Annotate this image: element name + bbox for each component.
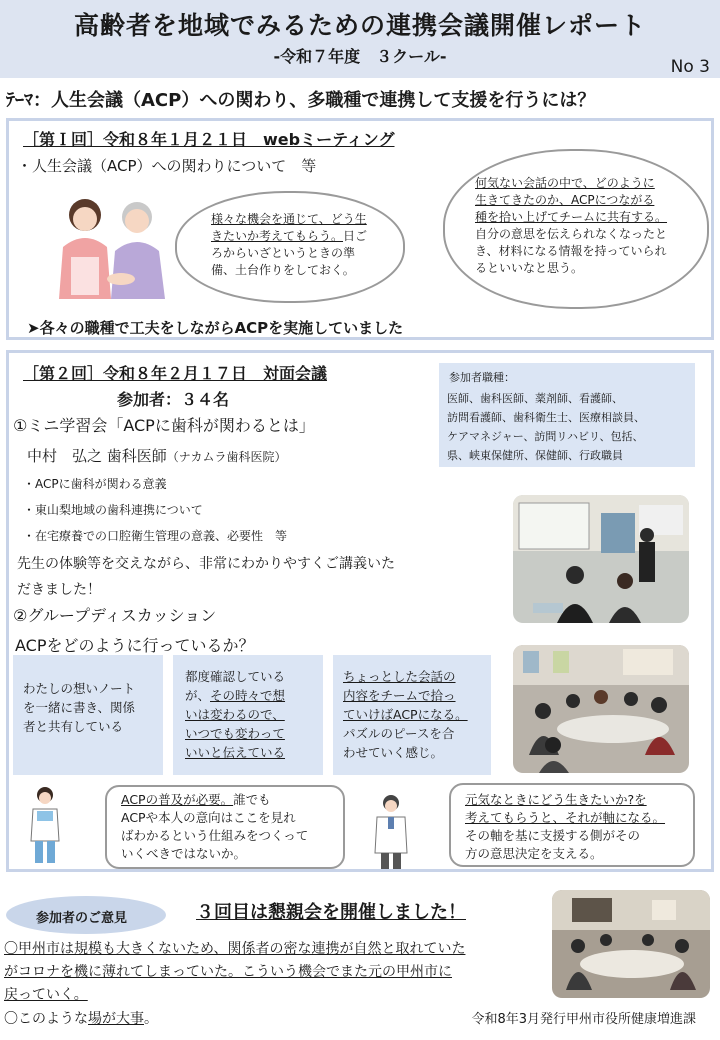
theme-label: ﾃｰﾏ： — [6, 90, 51, 111]
lecture-photo — [513, 495, 689, 623]
third-meeting-note: ３回目は懇親会を開催しました！ — [196, 902, 466, 923]
meeting1-panel — [6, 118, 714, 340]
report-title: 高齢者を地域でみるための連携会議開催レポート — [73, 11, 646, 40]
discussion-question: ACPをどのように行っているか？ — [15, 636, 255, 655]
nurse-figure-icon — [25, 785, 65, 867]
cloud-comment-left: 様々な機会を通じて、どう生 きたいか考えてもらう。日ご ろからいざというときの準 備、土台作りをしておく。 — [175, 191, 405, 303]
meeting2-heading: ［第２回］令和８年２月１７日 対面会議 — [23, 364, 328, 383]
participants-count: 参加者：３４名 — [117, 390, 230, 409]
theme-line — [6, 86, 595, 112]
speech-bubble-right: 元気なときにどう生きたいか?を 考えてもらうと、それが軸になる。 その軸を基に支援する側がその 方の意思決定を支える。 — [449, 783, 695, 867]
discussion-box-2: 都度確認している が、その時々で想 いは変わるので、 いつでも変わって いいと伝えている — [173, 655, 323, 775]
meeting1-topic: ・人生会議（ACP）への関わりについて 等 — [17, 157, 317, 175]
lecture-bullet: ・在宅療養での口腔衛生管理の意義、必要性 等 — [23, 529, 288, 543]
theme-text: 人生会議（ACP）への関わり、多職種で連携して支援を行うには？ — [51, 90, 596, 111]
opinion-2: 〇このような場が大事。 — [4, 1011, 158, 1027]
doctor-figure-icon — [371, 793, 411, 871]
occupations-list: 医師、歯科医師、薬剤師、看護師、 訪問看護師、歯科衛生士、医療相談員、 ケアマネジャー、訪問リハビリ、包括、 県、峡東保健所、保健師、行政職員 — [447, 392, 645, 462]
lecturer-name: 中村 弘之 歯科医師 — [27, 447, 167, 465]
footer-section — [0, 884, 720, 1040]
social-gathering-photo — [552, 890, 710, 998]
meeting1-summary: ➤各々の職種で工夫をしながらACPを実施していました — [27, 319, 404, 337]
mini-lecture-title: ①ミニ学習会「ACPに歯科が関わるとは」 — [13, 416, 315, 435]
lecture-bullet: ・東山梨地域の歯科連携について — [23, 503, 203, 517]
meeting1-heading: ［第Ｉ回］令和８年１月２１日 webミーティング — [23, 130, 395, 149]
header-banner — [0, 0, 720, 78]
caregiver-elder-illustration — [51, 187, 179, 305]
discussion-box-3: ちょっとした会話の 内容をチームで拾っ ていけばACPになる。 パズルのピースを合 わせていく感じ。 — [333, 655, 491, 775]
meeting2-panel — [6, 350, 714, 872]
issue-number: No 3 — [670, 57, 710, 77]
cloud-comment-right: 何気ない会話の中で、どのように 生きてきたのか、ACPにつながる 種を拾い上げてチームに共有する。 自分の意思を伝えられなくなったと き、材料になる情報を持っていられ るといいなと思う。 — [443, 149, 709, 309]
occupations-box — [439, 363, 695, 467]
lecture-bullet: ・ACPに歯科が関わる意義 — [23, 477, 167, 491]
opinions-label-badge — [6, 896, 166, 934]
discussion-photo — [513, 645, 689, 773]
report-subtitle: -令和７年度 ３クール- — [273, 47, 447, 66]
discussion-box-1: わたしの想いノート を一緒に書き、関係 者と共有している — [13, 655, 163, 775]
issuer: 令和8年3月発行甲州市役所健康増進課 — [471, 1012, 696, 1027]
occupations-title: 参加者職種： — [449, 371, 515, 384]
group-discussion-title: ②グループディスカッション — [13, 606, 217, 625]
lecture-comment: 先生の体験等を交えながら、非常にわかりやすくご講義いた だきました！ — [17, 556, 395, 598]
opinions-label: 参加者のご意見 — [36, 911, 128, 926]
lecturer — [27, 445, 287, 466]
speech-bubble-left: ACPの普及が必要。誰でも ACPや本人の意向はここを見れ ばわかるという仕組みをつくって いくべきではないか。 — [105, 785, 345, 869]
lecturer-org: （ナカムラ歯科医院） — [166, 450, 287, 464]
opinion-1: 〇甲州市は規模も大きくないため、関係者の密な連携が自然と取れていた がコロナを機に薄れてしまっていた。こういう機会でまた元の甲州市に 戻っていく。 — [4, 941, 466, 1003]
